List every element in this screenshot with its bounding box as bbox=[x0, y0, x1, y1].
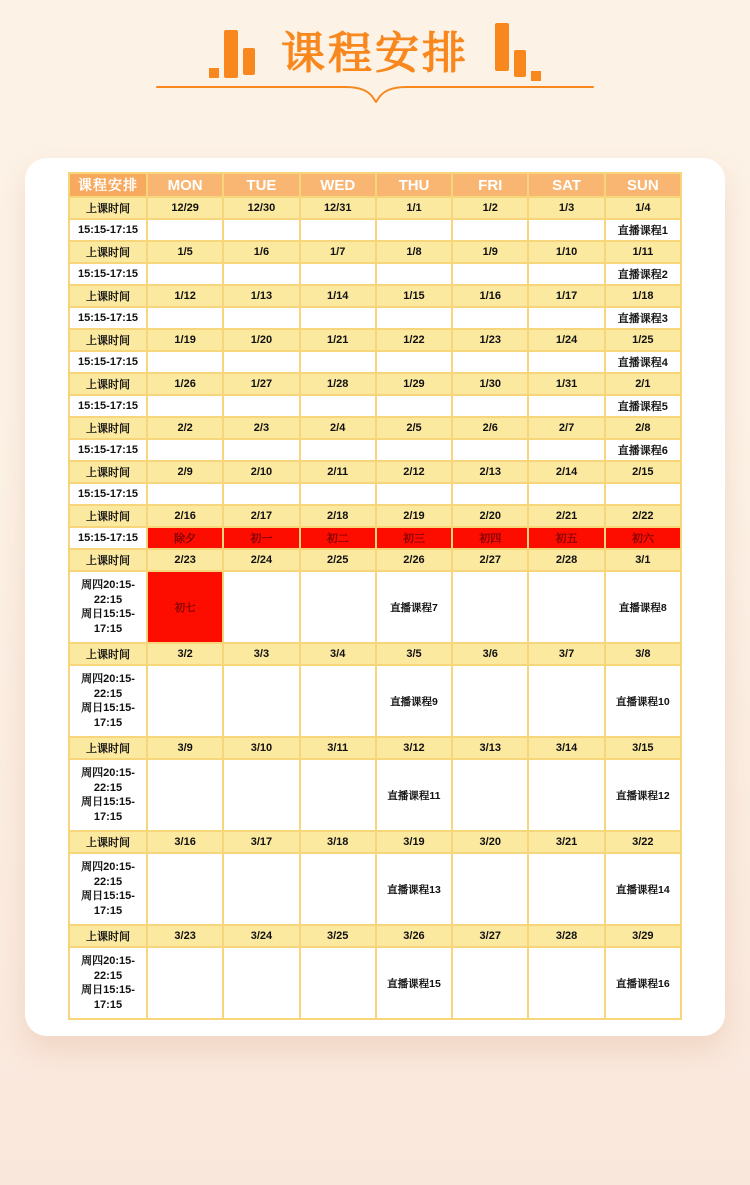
empty-cell bbox=[223, 219, 299, 241]
empty-cell bbox=[147, 219, 223, 241]
schedule-row bbox=[69, 483, 681, 505]
live-course-cell: 直播课程15 bbox=[376, 947, 452, 1019]
date-cell: 1/20 bbox=[223, 329, 299, 351]
date-cell: 3/24 bbox=[223, 925, 299, 947]
date-cell: 1/1 bbox=[376, 197, 452, 219]
date-cell: 12/30 bbox=[223, 197, 299, 219]
empty-cell bbox=[376, 483, 452, 505]
date-cell: 3/29 bbox=[605, 925, 681, 947]
empty-cell bbox=[452, 351, 528, 373]
time-label-cell: 上课时间 bbox=[69, 197, 147, 219]
header-row bbox=[69, 173, 681, 197]
date-cell: 3/27 bbox=[452, 925, 528, 947]
empty-cell bbox=[452, 395, 528, 417]
date-cell: 12/29 bbox=[147, 197, 223, 219]
holiday-cell: 除夕 bbox=[147, 527, 223, 549]
empty-cell bbox=[528, 395, 604, 417]
schedule-body bbox=[69, 197, 681, 1019]
empty-cell bbox=[147, 351, 223, 373]
empty-cell bbox=[223, 307, 299, 329]
empty-cell bbox=[223, 571, 299, 643]
date-cell: 1/8 bbox=[376, 241, 452, 263]
live-course-cell: 直播课程9 bbox=[376, 665, 452, 737]
schedule-row bbox=[69, 665, 681, 737]
empty-cell bbox=[452, 853, 528, 925]
schedule-row bbox=[69, 417, 681, 439]
time-label-cell: 上课时间 bbox=[69, 549, 147, 571]
empty-cell bbox=[300, 759, 376, 831]
equalizer-bars-left-icon bbox=[209, 30, 255, 78]
schedule-row bbox=[69, 759, 681, 831]
live-course-cell: 直播课程5 bbox=[605, 395, 681, 417]
date-cell: 2/13 bbox=[452, 461, 528, 483]
empty-cell bbox=[452, 439, 528, 461]
live-course-cell: 直播课程1 bbox=[605, 219, 681, 241]
empty-cell bbox=[223, 947, 299, 1019]
date-cell: 3/8 bbox=[605, 643, 681, 665]
live-course-cell: 直播课程8 bbox=[605, 571, 681, 643]
live-course-cell: 直播课程10 bbox=[605, 665, 681, 737]
date-cell: 3/17 bbox=[223, 831, 299, 853]
empty-cell bbox=[147, 665, 223, 737]
date-cell: 1/18 bbox=[605, 285, 681, 307]
date-cell: 2/9 bbox=[147, 461, 223, 483]
empty-cell bbox=[605, 483, 681, 505]
time-label-cell: 周四20:15-22:15 周日15:15-17:15 bbox=[69, 665, 147, 737]
date-cell: 1/17 bbox=[528, 285, 604, 307]
date-cell: 3/11 bbox=[300, 737, 376, 759]
empty-cell bbox=[376, 395, 452, 417]
date-cell: 3/10 bbox=[223, 737, 299, 759]
day-header-mon: MON bbox=[147, 173, 223, 197]
date-cell: 12/31 bbox=[300, 197, 376, 219]
date-cell: 3/7 bbox=[528, 643, 604, 665]
live-course-cell: 直播课程16 bbox=[605, 947, 681, 1019]
date-cell: 2/6 bbox=[452, 417, 528, 439]
time-label-cell: 15:15-17:15 bbox=[69, 219, 147, 241]
time-label-cell: 15:15-17:15 bbox=[69, 263, 147, 285]
empty-cell bbox=[147, 263, 223, 285]
date-cell: 3/25 bbox=[300, 925, 376, 947]
schedule-row bbox=[69, 307, 681, 329]
empty-cell bbox=[452, 263, 528, 285]
date-cell: 2/17 bbox=[223, 505, 299, 527]
empty-cell bbox=[528, 665, 604, 737]
date-cell: 1/24 bbox=[528, 329, 604, 351]
schedule-table bbox=[68, 172, 682, 1020]
holiday-cell: 初六 bbox=[605, 527, 681, 549]
empty-cell bbox=[300, 853, 376, 925]
date-cell: 1/21 bbox=[300, 329, 376, 351]
empty-cell bbox=[528, 571, 604, 643]
time-label-cell: 上课时间 bbox=[69, 417, 147, 439]
empty-cell bbox=[223, 853, 299, 925]
date-cell: 3/20 bbox=[452, 831, 528, 853]
schedule-row bbox=[69, 643, 681, 665]
empty-cell bbox=[300, 395, 376, 417]
schedule-row bbox=[69, 737, 681, 759]
date-cell: 2/24 bbox=[223, 549, 299, 571]
holiday-cell: 初七 bbox=[147, 571, 223, 643]
schedule-row bbox=[69, 505, 681, 527]
empty-cell bbox=[300, 439, 376, 461]
schedule-card bbox=[25, 158, 725, 1036]
date-cell: 1/30 bbox=[452, 373, 528, 395]
empty-cell bbox=[223, 351, 299, 373]
schedule-row bbox=[69, 439, 681, 461]
date-cell: 1/16 bbox=[452, 285, 528, 307]
date-cell: 1/4 bbox=[605, 197, 681, 219]
date-cell: 2/22 bbox=[605, 505, 681, 527]
empty-cell bbox=[528, 439, 604, 461]
empty-cell bbox=[223, 439, 299, 461]
date-cell: 1/19 bbox=[147, 329, 223, 351]
holiday-cell: 初一 bbox=[223, 527, 299, 549]
date-cell: 3/13 bbox=[452, 737, 528, 759]
empty-cell bbox=[300, 307, 376, 329]
date-cell: 2/15 bbox=[605, 461, 681, 483]
date-cell: 2/2 bbox=[147, 417, 223, 439]
date-cell: 3/19 bbox=[376, 831, 452, 853]
live-course-cell: 直播课程3 bbox=[605, 307, 681, 329]
date-cell: 3/2 bbox=[147, 643, 223, 665]
empty-cell bbox=[300, 263, 376, 285]
schedule-row bbox=[69, 925, 681, 947]
time-label-cell: 上课时间 bbox=[69, 373, 147, 395]
date-cell: 3/21 bbox=[528, 831, 604, 853]
empty-cell bbox=[528, 483, 604, 505]
date-cell: 1/6 bbox=[223, 241, 299, 263]
empty-cell bbox=[223, 483, 299, 505]
date-cell: 1/10 bbox=[528, 241, 604, 263]
day-header-tue: TUE bbox=[223, 173, 299, 197]
empty-cell bbox=[376, 307, 452, 329]
date-cell: 1/11 bbox=[605, 241, 681, 263]
schedule-row bbox=[69, 285, 681, 307]
date-cell: 3/18 bbox=[300, 831, 376, 853]
date-cell: 3/1 bbox=[605, 549, 681, 571]
time-label-cell: 上课时间 bbox=[69, 643, 147, 665]
schedule-row bbox=[69, 853, 681, 925]
corner-header-cell: 课程安排 bbox=[69, 173, 147, 197]
date-cell: 1/13 bbox=[223, 285, 299, 307]
date-cell: 3/3 bbox=[223, 643, 299, 665]
empty-cell bbox=[300, 571, 376, 643]
live-course-cell: 直播课程7 bbox=[376, 571, 452, 643]
title-underline bbox=[155, 84, 595, 106]
live-course-cell: 直播课程6 bbox=[605, 439, 681, 461]
date-cell: 2/7 bbox=[528, 417, 604, 439]
empty-cell bbox=[452, 665, 528, 737]
empty-cell bbox=[528, 219, 604, 241]
date-cell: 1/3 bbox=[528, 197, 604, 219]
empty-cell bbox=[452, 483, 528, 505]
date-cell: 3/9 bbox=[147, 737, 223, 759]
day-header-thu: THU bbox=[376, 173, 452, 197]
empty-cell bbox=[147, 439, 223, 461]
time-label-cell: 15:15-17:15 bbox=[69, 439, 147, 461]
date-cell: 2/8 bbox=[605, 417, 681, 439]
schedule-row bbox=[69, 527, 681, 549]
date-cell: 1/14 bbox=[300, 285, 376, 307]
empty-cell bbox=[300, 483, 376, 505]
date-cell: 2/28 bbox=[528, 549, 604, 571]
schedule-row bbox=[69, 831, 681, 853]
empty-cell bbox=[452, 307, 528, 329]
empty-cell bbox=[300, 947, 376, 1019]
date-cell: 2/19 bbox=[376, 505, 452, 527]
time-label-cell: 周四20:15-22:15 周日15:15-17:15 bbox=[69, 759, 147, 831]
day-header-wed: WED bbox=[300, 173, 376, 197]
schedule-row bbox=[69, 461, 681, 483]
date-cell: 3/28 bbox=[528, 925, 604, 947]
date-cell: 3/6 bbox=[452, 643, 528, 665]
schedule-row bbox=[69, 395, 681, 417]
schedule-row bbox=[69, 197, 681, 219]
empty-cell bbox=[223, 395, 299, 417]
date-cell: 1/9 bbox=[452, 241, 528, 263]
empty-cell bbox=[452, 571, 528, 643]
date-cell: 2/18 bbox=[300, 505, 376, 527]
date-cell: 3/23 bbox=[147, 925, 223, 947]
date-cell: 1/5 bbox=[147, 241, 223, 263]
date-cell: 1/29 bbox=[376, 373, 452, 395]
empty-cell bbox=[147, 307, 223, 329]
empty-cell bbox=[452, 219, 528, 241]
date-cell: 3/12 bbox=[376, 737, 452, 759]
day-header-sat: SAT bbox=[528, 173, 604, 197]
empty-cell bbox=[147, 483, 223, 505]
schedule-row bbox=[69, 241, 681, 263]
time-label-cell: 上课时间 bbox=[69, 925, 147, 947]
equalizer-bars-right-icon bbox=[495, 30, 541, 78]
schedule-row bbox=[69, 329, 681, 351]
date-cell: 2/5 bbox=[376, 417, 452, 439]
date-cell: 1/22 bbox=[376, 329, 452, 351]
schedule-row bbox=[69, 571, 681, 643]
empty-cell bbox=[452, 759, 528, 831]
empty-cell bbox=[300, 351, 376, 373]
live-course-cell: 直播课程4 bbox=[605, 351, 681, 373]
date-cell: 2/4 bbox=[300, 417, 376, 439]
schedule-row bbox=[69, 549, 681, 571]
date-cell: 1/15 bbox=[376, 285, 452, 307]
date-cell: 3/22 bbox=[605, 831, 681, 853]
live-course-cell: 直播课程11 bbox=[376, 759, 452, 831]
time-label-cell: 上课时间 bbox=[69, 831, 147, 853]
date-cell: 2/20 bbox=[452, 505, 528, 527]
date-cell: 1/27 bbox=[223, 373, 299, 395]
empty-cell bbox=[528, 759, 604, 831]
date-cell: 2/11 bbox=[300, 461, 376, 483]
time-label-cell: 上课时间 bbox=[69, 329, 147, 351]
empty-cell bbox=[300, 219, 376, 241]
empty-cell bbox=[376, 219, 452, 241]
empty-cell bbox=[528, 853, 604, 925]
empty-cell bbox=[528, 263, 604, 285]
empty-cell bbox=[376, 351, 452, 373]
live-course-cell: 直播课程14 bbox=[605, 853, 681, 925]
empty-cell bbox=[528, 307, 604, 329]
date-cell: 2/10 bbox=[223, 461, 299, 483]
time-label-cell: 上课时间 bbox=[69, 461, 147, 483]
date-cell: 2/26 bbox=[376, 549, 452, 571]
time-label-cell: 周四20:15-22:15 周日15:15-17:15 bbox=[69, 947, 147, 1019]
date-cell: 2/25 bbox=[300, 549, 376, 571]
schedule-row bbox=[69, 373, 681, 395]
time-label-cell: 周四20:15-22:15 周日15:15-17:15 bbox=[69, 571, 147, 643]
empty-cell bbox=[147, 395, 223, 417]
time-label-cell: 上课时间 bbox=[69, 241, 147, 263]
time-label-cell: 15:15-17:15 bbox=[69, 351, 147, 373]
empty-cell bbox=[223, 665, 299, 737]
date-cell: 1/12 bbox=[147, 285, 223, 307]
holiday-cell: 初三 bbox=[376, 527, 452, 549]
date-cell: 2/14 bbox=[528, 461, 604, 483]
empty-cell bbox=[300, 665, 376, 737]
empty-cell bbox=[452, 947, 528, 1019]
date-cell: 1/28 bbox=[300, 373, 376, 395]
time-label-cell: 上课时间 bbox=[69, 285, 147, 307]
live-course-cell: 直播课程13 bbox=[376, 853, 452, 925]
date-cell: 2/3 bbox=[223, 417, 299, 439]
date-cell: 1/2 bbox=[452, 197, 528, 219]
time-label-cell: 上课时间 bbox=[69, 505, 147, 527]
schedule-row bbox=[69, 219, 681, 241]
page-title: 课程安排 bbox=[281, 29, 469, 78]
time-label-cell: 上课时间 bbox=[69, 737, 147, 759]
time-label-cell: 15:15-17:15 bbox=[69, 483, 147, 505]
title-section bbox=[0, 0, 750, 106]
empty-cell bbox=[147, 947, 223, 1019]
time-label-cell: 15:15-17:15 bbox=[69, 395, 147, 417]
empty-cell bbox=[147, 853, 223, 925]
date-cell: 1/7 bbox=[300, 241, 376, 263]
empty-cell bbox=[376, 439, 452, 461]
date-cell: 3/26 bbox=[376, 925, 452, 947]
empty-cell bbox=[528, 351, 604, 373]
date-cell: 1/23 bbox=[452, 329, 528, 351]
empty-cell bbox=[376, 263, 452, 285]
holiday-cell: 初二 bbox=[300, 527, 376, 549]
date-cell: 2/1 bbox=[605, 373, 681, 395]
date-cell: 2/16 bbox=[147, 505, 223, 527]
date-cell: 1/25 bbox=[605, 329, 681, 351]
holiday-cell: 初五 bbox=[528, 527, 604, 549]
schedule-row bbox=[69, 351, 681, 373]
schedule-row bbox=[69, 263, 681, 285]
date-cell: 3/4 bbox=[300, 643, 376, 665]
empty-cell bbox=[147, 759, 223, 831]
holiday-cell: 初四 bbox=[452, 527, 528, 549]
live-course-cell: 直播课程2 bbox=[605, 263, 681, 285]
date-cell: 3/5 bbox=[376, 643, 452, 665]
date-cell: 3/15 bbox=[605, 737, 681, 759]
date-cell: 2/21 bbox=[528, 505, 604, 527]
date-cell: 3/14 bbox=[528, 737, 604, 759]
time-label-cell: 15:15-17:15 bbox=[69, 527, 147, 549]
date-cell: 3/16 bbox=[147, 831, 223, 853]
day-header-sun: SUN bbox=[605, 173, 681, 197]
schedule-row bbox=[69, 947, 681, 1019]
date-cell: 2/12 bbox=[376, 461, 452, 483]
empty-cell bbox=[223, 263, 299, 285]
empty-cell bbox=[223, 759, 299, 831]
live-course-cell: 直播课程12 bbox=[605, 759, 681, 831]
date-cell: 2/23 bbox=[147, 549, 223, 571]
date-cell: 1/31 bbox=[528, 373, 604, 395]
date-cell: 2/27 bbox=[452, 549, 528, 571]
time-label-cell: 15:15-17:15 bbox=[69, 307, 147, 329]
empty-cell bbox=[528, 947, 604, 1019]
date-cell: 1/26 bbox=[147, 373, 223, 395]
time-label-cell: 周四20:15-22:15 周日15:15-17:15 bbox=[69, 853, 147, 925]
day-header-fri: FRI bbox=[452, 173, 528, 197]
